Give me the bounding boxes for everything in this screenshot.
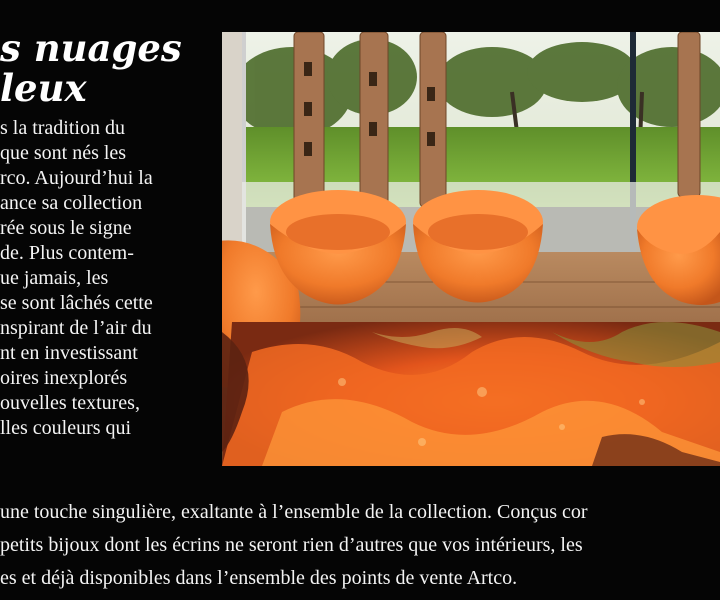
- photo-illustration: [222, 32, 720, 466]
- column-line: ance sa collection: [0, 192, 143, 214]
- column-line: ue jamais, les: [0, 267, 109, 289]
- column-line: oires inexplorés: [0, 367, 128, 389]
- interior-photo: [222, 32, 720, 466]
- bottom-line: une touche singulière, exaltante à l’ensemble de la collection. Conçus cor: [0, 501, 588, 523]
- column-line: nspirant de l’air du: [0, 317, 152, 339]
- column-line: de. Plus contem-: [0, 242, 134, 264]
- article-bottom-text: [0, 496, 720, 595]
- column-line: que sont nés les: [0, 142, 127, 164]
- bottom-line: es et déjà disponibles dans l’ensemble des points de vente Artco.: [0, 567, 518, 589]
- column-line: se sont lâchés cette: [0, 292, 153, 314]
- article-title: [0, 28, 182, 108]
- column-line: ouvelles textures,: [0, 392, 140, 414]
- column-line: s la tradition du: [0, 117, 125, 139]
- article-column-text: [0, 116, 222, 441]
- column-line: nt en investissant: [0, 342, 138, 364]
- title-line-1: s nuages: [0, 26, 182, 70]
- abstract-rug: [222, 322, 720, 466]
- column-line: rée sous le signe: [0, 217, 132, 239]
- title-line-2: leux: [0, 66, 87, 110]
- bottom-line: petits bijoux dont les écrins ne seront rien d’autres que vos intérieurs, les: [0, 534, 583, 556]
- column-line: rco. Aujourd’hui la: [0, 167, 153, 189]
- column-line: lles couleurs qui: [0, 417, 132, 439]
